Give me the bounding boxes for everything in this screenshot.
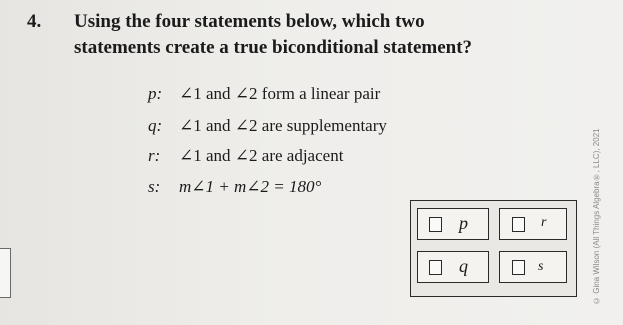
checkbox-p[interactable] bbox=[429, 217, 442, 232]
question-number: 4. bbox=[27, 11, 42, 32]
choice-cell-q[interactable] bbox=[417, 251, 489, 283]
choice-letter: s bbox=[538, 259, 544, 274]
choice-cell-p[interactable] bbox=[417, 208, 489, 240]
copyright-note: © Gina Wilson (All Things Algebra®, LLC), 2021 bbox=[592, 128, 601, 305]
statement-label: q: bbox=[148, 116, 163, 135]
question-text-line-2: statements create a true biconditional statement? bbox=[74, 37, 473, 58]
choice-letter: r bbox=[541, 215, 547, 230]
statement-text: ∠1 and ∠2 are adjacent bbox=[179, 146, 344, 165]
answer-choice-grid bbox=[410, 200, 577, 297]
choice-letter: q bbox=[459, 256, 468, 276]
statement-text: ∠1 and ∠2 are supplementary bbox=[179, 116, 387, 135]
question-text-line-1: Using the four statements below, which two bbox=[74, 11, 425, 32]
statement-label: r: bbox=[148, 146, 161, 165]
checkbox-q[interactable] bbox=[429, 260, 442, 275]
choice-cell-r[interactable] bbox=[499, 208, 567, 240]
statement-label: p: bbox=[148, 84, 163, 103]
statement-text: ∠1 and ∠2 form a linear pair bbox=[179, 84, 381, 103]
choice-letter: p bbox=[459, 213, 468, 233]
statement-label: s: bbox=[148, 177, 161, 196]
checkbox-r[interactable] bbox=[512, 217, 525, 232]
choice-cell-s[interactable] bbox=[499, 251, 567, 283]
checkbox-s[interactable] bbox=[512, 260, 525, 275]
statement-text: m∠1 + m∠2 = 180° bbox=[179, 177, 322, 196]
cropped-box-fragment bbox=[0, 248, 11, 298]
